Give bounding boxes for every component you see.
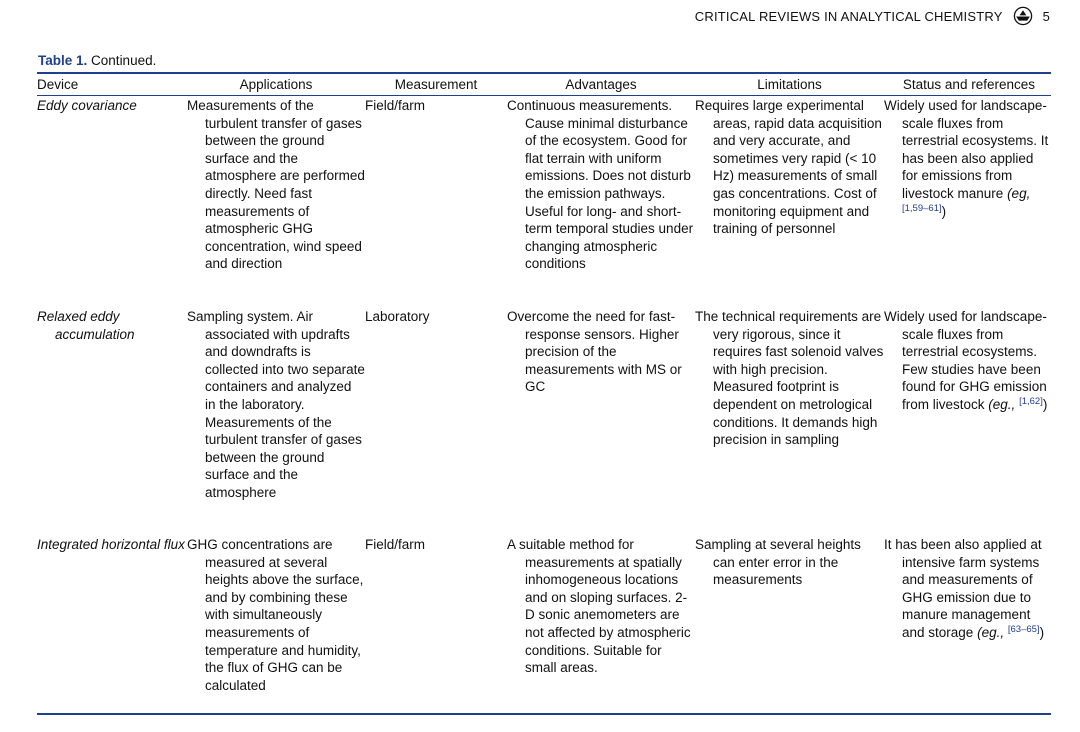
measurement-cell: Field/farm: [365, 537, 426, 552]
citation-link[interactable]: [1,62]: [1019, 395, 1043, 407]
status-text: Widely used for landscape-scale fluxes from terrestrial ecosystems. It has been also applied for emissions from livestock manure: [884, 98, 1049, 201]
applications-cell: GHG concentrations are measured at several heights above the surface, and by combining these with simultaneously measurements of temperature and humidity, the flux of GHG can be calculated: [187, 537, 364, 693]
data-table: [37, 72, 1051, 715]
table-caption: [38, 53, 156, 68]
table-row: [37, 535, 1051, 711]
reference-prefix: (eg.,: [977, 624, 1005, 640]
device-cell: Integrated horizontal flux: [37, 537, 185, 552]
table-label: Table 1.: [38, 53, 88, 68]
status-text: It has been also applied at intensive farm systems and measurements of GHG emission due to manure management and storage: [884, 537, 1042, 640]
journal-title: CRITICAL REVIEWS IN ANALYTICAL CHEMISTRY: [694, 8, 1003, 24]
measurement-cell: Field/farm: [365, 98, 426, 113]
column-header-device: Device: [37, 77, 79, 92]
limitations-cell: The technical requirements are very rigorous, since it requires fast solenoid valves with high precision. Measured footprint is dependent on metrological conditions. It demands high precision in sampling: [695, 309, 884, 448]
status-text: Widely used for landscape-scale fluxes from terrestrial ecosystems. Few studies have been found for GHG emission from livestock: [884, 309, 1047, 412]
table-row: [37, 307, 1051, 535]
column-header-measurement: Measurement: [394, 77, 478, 92]
advantages-cell: A suitable method for measurements at spatially inhomogeneous locations and on sloping surfaces. 2-D sonic anemometers are not affected by atmospheric conditions. Suitable for small areas.: [507, 537, 691, 676]
table-caption-text: Continued.: [91, 53, 157, 68]
table-row: [37, 96, 1051, 307]
reference-prefix: (eg,: [1007, 185, 1031, 201]
column-header-advantages: Advantages: [565, 77, 637, 92]
publisher-logo-icon: [1013, 6, 1033, 26]
status-cell: [884, 96, 1051, 307]
page-number: 5: [1042, 8, 1050, 24]
reference-suffix: ): [1039, 624, 1045, 640]
reference-suffix: ): [941, 203, 947, 219]
status-cell: [884, 307, 1051, 535]
running-head: [695, 6, 1050, 26]
reference-suffix: ): [1042, 396, 1048, 412]
applications-cell: Measurements of the turbulent transfer of gases between the ground surface and the atmosphere are performed directly. Need fast measurements of atmospheric GHG concentration, wind speed and direction: [187, 98, 365, 272]
table-bottom-rule: [37, 713, 1051, 715]
measurement-cell: Laboratory: [365, 309, 430, 324]
limitations-cell: Sampling at several heights can enter error in the measurements: [695, 537, 861, 588]
column-header-applications: Applications: [239, 77, 313, 92]
citation-link[interactable]: [63–65]: [1007, 623, 1040, 635]
device-cell: Relaxed eddy accumulation: [37, 309, 135, 342]
status-cell: [884, 535, 1051, 711]
column-header-status: Status and references: [902, 77, 1035, 92]
citation-link[interactable]: [1,59–61]: [902, 202, 942, 214]
advantages-cell: Continuous measurements. Cause minimal disturbance of the ecosystem. Good for flat terrain with uniform emissions. Does not disturb the emission pathways. Useful for long- and short-term temporal studies under changing atmospheric conditions: [507, 98, 694, 272]
device-cell: Eddy covariance: [37, 98, 137, 113]
table-header-row: [37, 74, 1051, 95]
reference-prefix: (eg.,: [988, 396, 1016, 412]
column-header-limitations: Limitations: [757, 77, 822, 92]
advantages-cell: Overcome the need for fast-response sensors. Higher precision of the measurements with MS or GC: [507, 309, 682, 395]
limitations-cell: Requires large experimental areas, rapid data acquisition and very accurate, and sometimes very rapid (< 10 Hz) measurements of small gas concentrations. Cost of monitoring equipment and training of personnel: [695, 98, 882, 237]
applications-cell: Sampling system. Air associated with updrafts and downdrafts is collected into two separate containers and analyzed in the laboratory. Measurements of the turbulent transfer of gases between the ground surface and the atmosphere: [187, 309, 365, 500]
